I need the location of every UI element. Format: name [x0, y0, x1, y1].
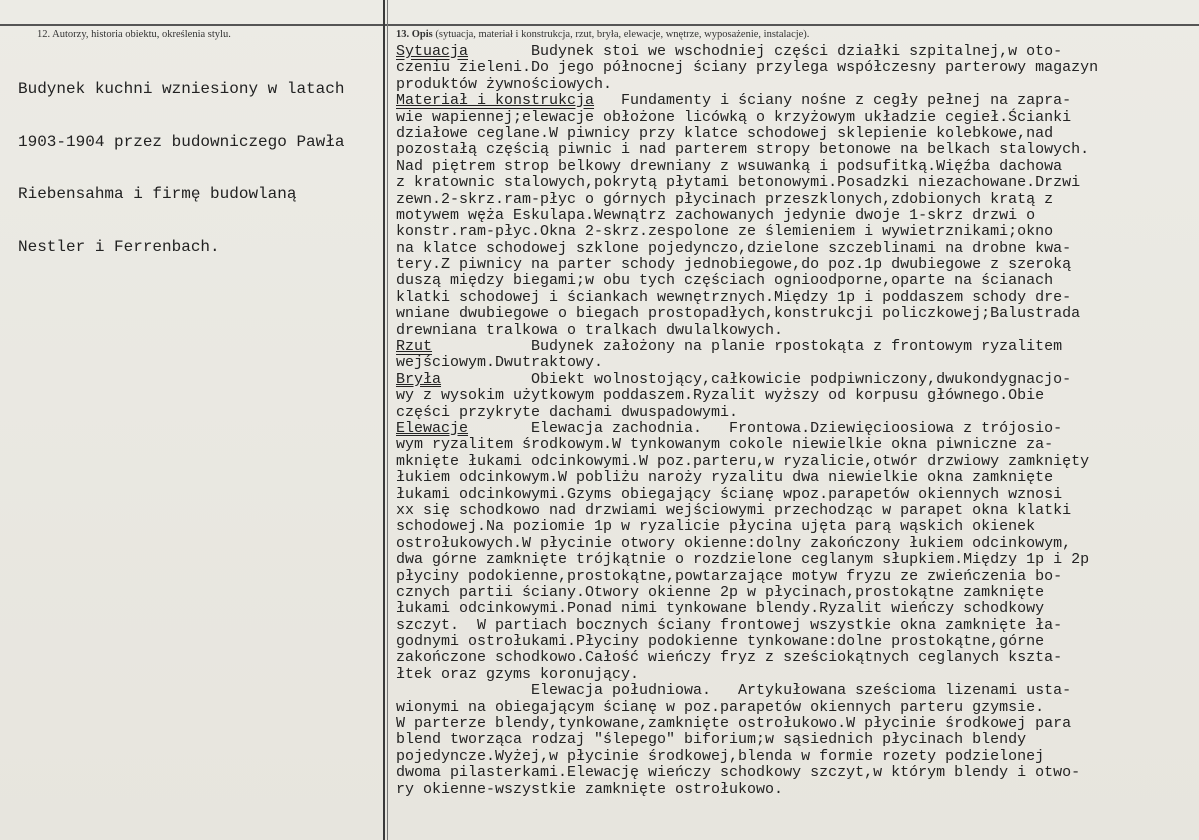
section-13-line [396, 273, 1196, 289]
line-text: pojedyncze.Wyżej,w płycinie środkowej,blenda w formie rozety podzielonej [396, 747, 1045, 765]
line-text: płyciny podokienne,prostokątne,powtarzające motyw fryzu ze zwieńczenia bo- [396, 567, 1063, 585]
section-13-line [396, 60, 1196, 76]
subsection-label: Elewacje [396, 419, 469, 437]
line-text: drewniana tralkowa o tralkach dwulalkowych. [396, 321, 784, 339]
line-text: Fundamenty i ściany nośne z cegły pełnej na zapra- [594, 92, 1072, 110]
line-text: ry okienne-wszystkie zamknięte ostrołukowo. [396, 780, 784, 798]
line-text: schodowej.Na poziomie 1p w ryzalicie płycina ujęta parą wąskich okienek [396, 518, 1036, 536]
line-text: dwoma pilasterkami.Elewację wieńczy schodkowy szczyt,w którym blendy i otwo- [396, 764, 1081, 782]
line-text: mknięte łukami odcinkowymi.W poz.parteru,w ryzalicie,otwór drzwiowy zamknięty [396, 452, 1090, 470]
section-13-line [396, 601, 1196, 617]
section-13-line [396, 93, 1196, 109]
section-13-line [396, 716, 1196, 732]
section-13-heading-text: (sytuacja, materiał i konstrukcja, rzut, bryła, elewacje, wnętrze, wyposażenie, instalacje). [432, 29, 810, 40]
section-13-line [396, 470, 1196, 486]
line-text: xx się schodkowo nad drzwiami wejściowymi przechodząc w parapet okna klatki [396, 501, 1072, 519]
section-13-line [396, 208, 1196, 224]
section-12-body [18, 46, 380, 291]
line-text: szczyt. W partiach bocznych ściany frontowej wszystkie okna zamknięte ła- [396, 616, 1063, 634]
line-text: duszą między biegami;w obu tych częściach ognioodporne,oparte na ścianach [396, 272, 1054, 290]
line-text: cznych partii ściany.Otwory okienne 2p w płycinach,prostokątne zamknięte [396, 583, 1045, 601]
section-13-line [396, 355, 1196, 371]
line-text: motywem węża Eskulapa.Wewnątrz zachowanych jedynie dwoje 1-skrz drzwi o [396, 206, 1036, 224]
line-text: produktów żywnościowych. [396, 75, 613, 93]
section-13-line [396, 782, 1196, 798]
section-13-line [396, 175, 1196, 191]
section-13-line [396, 683, 1196, 699]
section-13-line [396, 159, 1196, 175]
section-13-line [396, 77, 1196, 93]
line-text: pozostałą częścią piwnic i nad parterem stropy betonowe na belkach stalowych. [396, 141, 1090, 159]
line-text: zakończone schodkowo.Całość wieńczy fryz z sześciokątnych ceglanych kszta- [396, 649, 1063, 667]
line-text: Nad piętrem strop belkowy drewniany z wsuwanką i podsufitką.Więźba dachowa [396, 157, 1063, 175]
section-13-line [396, 519, 1196, 535]
section-12-line: Nestler i Ferrenbach. [18, 237, 220, 256]
section-13-line [396, 569, 1196, 585]
section-13-line [396, 437, 1196, 453]
column-divider [383, 0, 385, 840]
top-rule [0, 24, 1199, 26]
section-13-line [396, 110, 1196, 126]
section-13-line [396, 142, 1196, 158]
section-13-line [396, 536, 1196, 552]
section-13-heading [396, 29, 809, 40]
section-13-line [396, 192, 1196, 208]
section-12-line: 1903-1904 przez budowniczego Pawła [18, 132, 345, 151]
subsection-label: Bryła [396, 370, 442, 388]
line-text: z kratownic stalowych,pokrytą płytami betonowymi.Posadzki niezachowane.Drzwi [396, 174, 1081, 192]
line-text: łukiem odcinkowym.W pobliżu naroży ryzalitu dwa niewielkie okna zamknięte [396, 469, 1054, 487]
section-13-line [396, 421, 1196, 437]
section-13-line [396, 126, 1196, 142]
subsection-label: Sytuacja [396, 44, 469, 60]
line-text: klatki schodowej i ściankach wewnętrznych.Między 1p i poddaszem schody dre- [396, 288, 1072, 306]
line-text: wionymi na obiegającym ścianę w poz.parapetów okiennych parteru gzymsie. [396, 698, 1045, 716]
section-13-line [396, 339, 1196, 355]
line-text: czeniu zieleni.Do jego północnej ściany przylega współczesny parterowy magazyn [396, 59, 1099, 77]
line-text: łtek oraz gzyms koronujący. [396, 665, 640, 683]
line-text: Budynek założony na planie rpostokąta z frontowym ryzalitem [432, 338, 1063, 356]
line-text: wniane dwubiegowe o biegach prostopadłych,konstrukcji policzkowej;Balustrada [396, 305, 1081, 323]
line-text: blend tworząca rodzaj "ślepego" biforium;w sąsiednich płycinach blendy [396, 731, 1027, 749]
line-text: łukami odcinkowymi.Ponad nimi tynkowane blendy.Ryzalit wieńczy schodkowy [396, 600, 1045, 618]
line-text: W parterze blendy,tynkowane,zamknięte ostrołukowo.W płycinie środkowej para [396, 715, 1072, 733]
section-13-line [396, 257, 1196, 273]
line-text: konstr.ram-płyc.Okna 2-skrz.zespolone ze ślemieniem i wywietrznikami;okno [396, 223, 1054, 241]
line-text: na klatce schodowej szklone pojedynczo,dzielone szczeblinami na drobne kwa- [396, 239, 1072, 257]
line-text: ostrołukowych.W płycinie otwory okienne:dolny zakończony łukiem odcinkowym, [396, 534, 1072, 552]
line-text: działowe ceglane.W piwnicy przy klatce schodowej sklepienie kolebkowe,nad [396, 124, 1054, 142]
section-13-line [396, 290, 1196, 306]
section-13-body [396, 44, 1196, 798]
section-13-line [396, 732, 1196, 748]
line-text: dwa górne zamknięte trójkątnie o rozdzielone ceglanym słupkiem.Między 1p i 2p [396, 551, 1090, 569]
line-text: Elewacja południowa. Artykułowana sześcioma lizenami usta- [396, 682, 1072, 700]
section-13-line [396, 44, 1196, 60]
section-13-line [396, 224, 1196, 240]
line-text: wym ryzalitem środkowym.W tynkowanym cokole niewielkie okna piwniczne za- [396, 436, 1054, 454]
section-13-line [396, 454, 1196, 470]
section-12-line: Riebensahma i firmę budowlaną [18, 185, 297, 203]
subsection-label: Rzut [396, 338, 433, 356]
line-text: Elewacja zachodnia. Frontowa.Dziewięcioosiowa z trójosio- [468, 419, 1063, 437]
section-13-line [396, 405, 1196, 421]
section-13-heading-number: 13. Opis [396, 29, 433, 40]
line-text: wie wapiennej;elewacje obłożone licówką o krzyżowym układzie cegieł.Ścianki [396, 108, 1072, 126]
section-13-line [396, 552, 1196, 568]
section-13-line [396, 634, 1196, 650]
section-13-line [396, 306, 1196, 322]
section-12-heading: 12. Autorzy, historia obiektu, określenia stylu. [37, 29, 231, 40]
section-13-line [396, 388, 1196, 404]
line-text: wy z wysokim użytkowym poddaszem.Ryzalit wyższy od korpusu głównego.Obie [396, 387, 1045, 405]
section-13-line [396, 585, 1196, 601]
section-13-line [396, 650, 1196, 666]
line-text: łukami odcinkowymi.Gzyms obiegający ścianę wpoz.parapetów okiennych wznosi [396, 485, 1063, 503]
line-text: Obiekt wolnostojący,całkowicie podpiwniczony,dwukondygnacjo- [441, 370, 1072, 388]
section-13-line [396, 503, 1196, 519]
section-13-line [396, 700, 1196, 716]
section-12-line: Budynek kuchni wzniesiony w latach [18, 80, 345, 98]
section-13-line [396, 749, 1196, 765]
line-text: Budynek stoi we wschodniej części działki szpitalnej,w oto- [468, 44, 1063, 60]
line-text: tery.Z piwnicy na parter schody jednobiegowe,do poz.1p dwubiegowe z szeroką [396, 256, 1072, 274]
line-text: wejściowym.Dwutraktowy. [396, 354, 604, 372]
section-13-line [396, 618, 1196, 634]
section-13-line [396, 765, 1196, 781]
section-13-line [396, 667, 1196, 683]
column-divider-inner [387, 0, 388, 840]
section-13-line [396, 487, 1196, 503]
line-text: godnymi ostrołukami.Płyciny podokienne tynkowane:dolne prostokątne,górne [396, 633, 1045, 651]
line-text: zewn.2-skrz.ram-płyc o górnych płycinach przeszklonych,zdobionych kratą z [396, 190, 1054, 208]
section-13-line [396, 372, 1196, 388]
subsection-label: Materiał i konstrukcja [396, 92, 595, 110]
line-text: części przykryte dachami dwuspadowymi. [396, 403, 739, 421]
section-13-line [396, 323, 1196, 339]
section-13-line [396, 241, 1196, 257]
